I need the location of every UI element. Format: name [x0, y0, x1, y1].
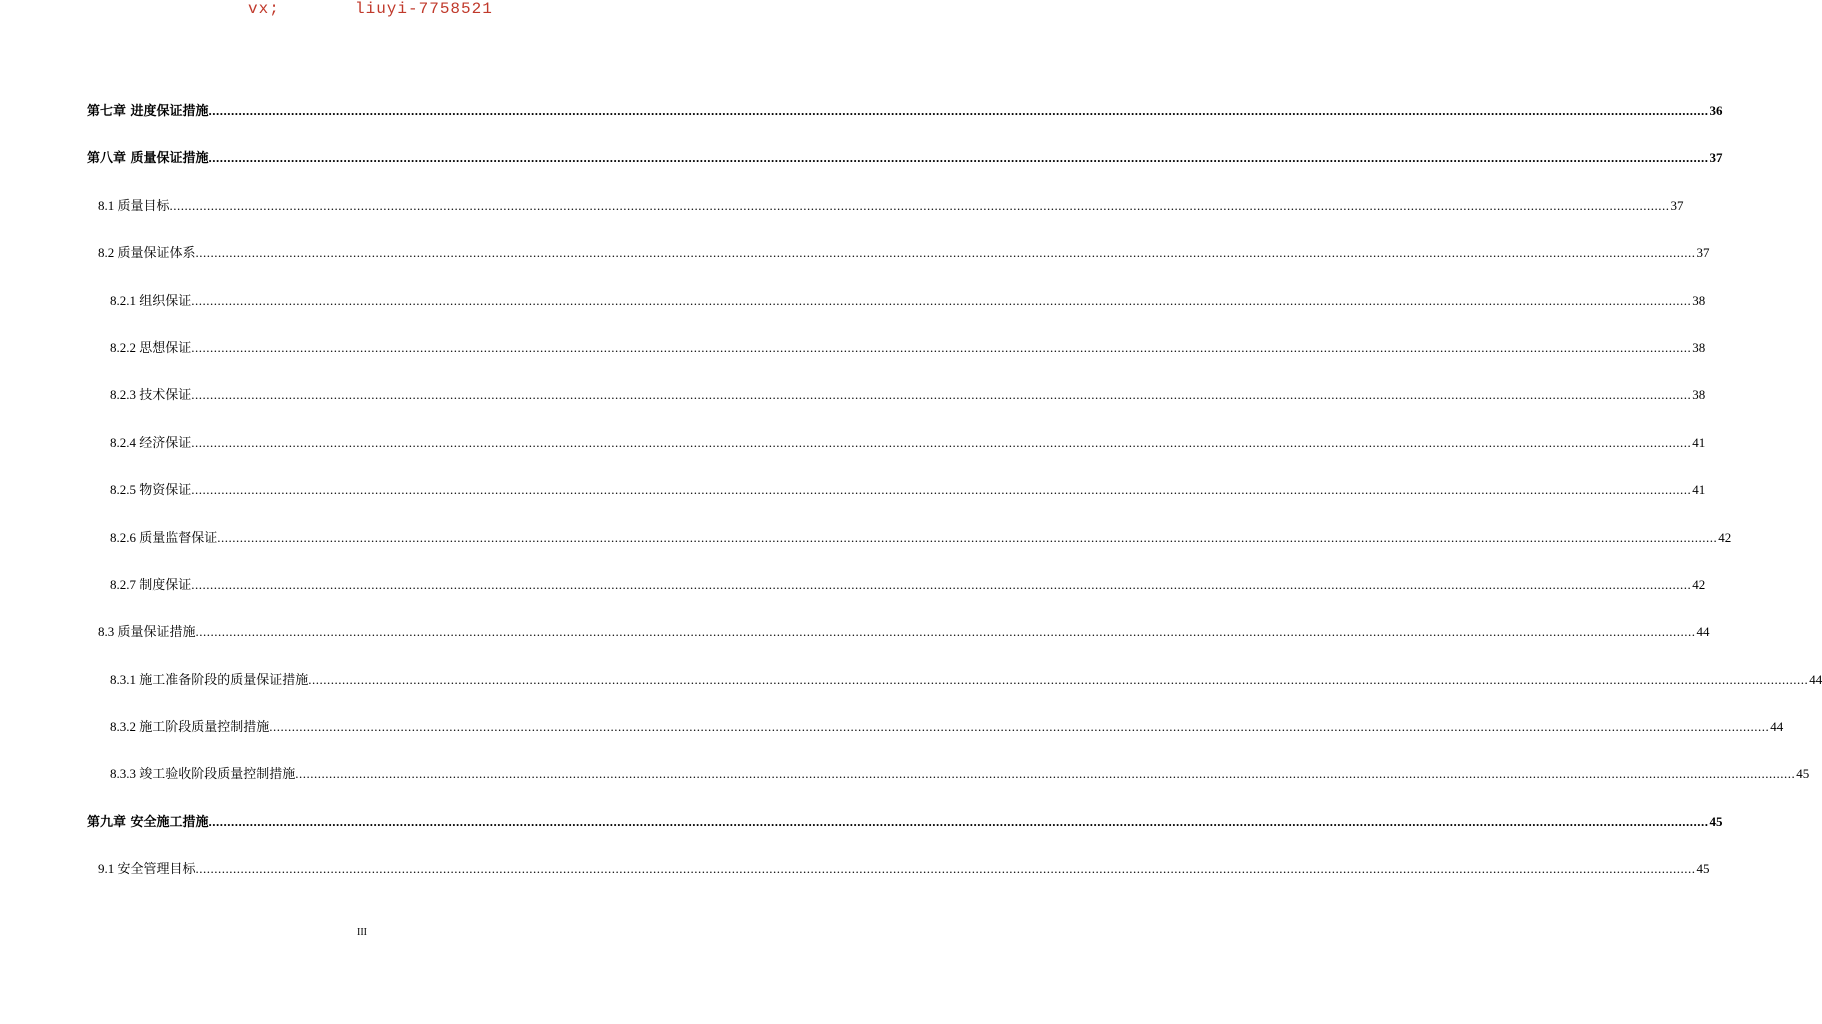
toc-entry-page: 42	[1692, 576, 1706, 592]
toc-entry[interactable]	[87, 809, 1723, 856]
toc-entry-title: 8.3.2 施工阶段质量控制措施	[110, 719, 270, 735]
toc-entry-title: 8.2.2 思想保证	[110, 339, 192, 355]
toc-entry-page: 44	[1770, 719, 1784, 735]
watermark-contact-id: liuyi-7758521	[355, 0, 493, 18]
toc-entry[interactable]	[87, 193, 1684, 240]
toc-entry-title: 第八章 质量保证措施	[87, 151, 209, 167]
toc-entry[interactable]	[87, 430, 1706, 477]
toc-leader-dots: ................................................................................................................................................................................................................................................................................................................................................................................................................	[191, 339, 1692, 355]
toc-entry-title: 8.2.7 制度保证	[110, 576, 192, 592]
toc-entry-page: 44	[1696, 624, 1710, 640]
toc-entry-title: 8.2.1 组织保证	[110, 292, 192, 308]
toc-entry-page: 38	[1692, 292, 1706, 308]
toc-entry[interactable]	[87, 288, 1706, 335]
toc-leader-dots: ................................................................................................................................................................................................................................................................................................................................................................................................................	[195, 624, 1696, 640]
toc-entry-page: 41	[1692, 434, 1706, 450]
toc-entry[interactable]	[87, 572, 1706, 619]
watermark-contact-label: vx;	[248, 0, 280, 18]
toc-entry-title: 8.2 质量保证体系	[98, 245, 196, 261]
toc-leader-dots: ................................................................................................................................................................................................................................................................................................................................................................................................................	[195, 861, 1696, 877]
toc-entry[interactable]	[87, 145, 1723, 192]
toc-entry[interactable]	[87, 619, 1710, 666]
toc-entry[interactable]	[87, 856, 1710, 903]
toc-leader-dots: ................................................................................................................................................................................................................................................................................................................................................................................................................	[208, 813, 1709, 829]
toc-entry[interactable]	[87, 714, 1784, 761]
toc-entry[interactable]	[87, 240, 1710, 287]
toc-entry-title: 8.3.3 竣工验收阶段质量控制措施	[110, 766, 296, 782]
toc-entry[interactable]	[87, 382, 1706, 429]
toc-leader-dots: ................................................................................................................................................................................................................................................................................................................................................................................................................	[191, 387, 1692, 403]
toc-leader-dots: ................................................................................................................................................................................................................................................................................................................................................................................................................	[217, 529, 1718, 545]
toc-entry-page: 45	[1709, 813, 1723, 829]
toc-leader-dots: ................................................................................................................................................................................................................................................................................................................................................................................................................	[169, 197, 1670, 213]
toc-leader-dots: ................................................................................................................................................................................................................................................................................................................................................................................................................	[191, 482, 1692, 498]
toc-entry-page: 42	[1718, 529, 1732, 545]
toc-leader-dots: ................................................................................................................................................................................................................................................................................................................................................................................................................	[308, 671, 1809, 687]
toc-entry[interactable]	[87, 335, 1706, 382]
toc-entry[interactable]	[87, 477, 1706, 524]
toc-leader-dots: ................................................................................................................................................................................................................................................................................................................................................................................................................	[208, 150, 1709, 166]
toc-entry-title: 8.2.6 质量监督保证	[110, 529, 218, 545]
toc-entry-page: 45	[1696, 861, 1710, 877]
toc-entry[interactable]	[87, 667, 1822, 714]
toc-entry-page: 45	[1796, 766, 1810, 782]
toc-leader-dots: ................................................................................................................................................................................................................................................................................................................................................................................................................	[195, 245, 1696, 261]
toc-entry-title: 8.2.3 技术保证	[110, 387, 192, 403]
toc-entry-title: 第七章 进度保证措施	[87, 104, 209, 119]
table-of-contents	[87, 98, 1822, 904]
page-number: III	[357, 927, 367, 938]
toc-entry-title: 9.1 安全管理目标	[98, 861, 196, 877]
toc-entry-title: 8.1 质量目标	[98, 197, 170, 213]
toc-entry-page: 37	[1709, 150, 1723, 166]
toc-entry-title: 8.3.1 施工准备阶段的质量保证措施	[110, 671, 309, 687]
toc-entry-title: 8.2.5 物资保证	[110, 482, 192, 498]
toc-entry[interactable]	[87, 761, 1810, 808]
toc-entry-page: 36	[1709, 103, 1723, 118]
toc-entry-title: 8.2.4 经济保证	[110, 434, 192, 450]
toc-entry-page: 38	[1692, 387, 1706, 403]
toc-entry-page: 44	[1809, 671, 1822, 687]
toc-entry-page: 37	[1670, 197, 1684, 213]
watermark	[0, 0, 724, 20]
toc-leader-dots: ................................................................................................................................................................................................................................................................................................................................................................................................................	[269, 719, 1770, 735]
toc-entry-page: 37	[1696, 245, 1710, 261]
toc-leader-dots: ................................................................................................................................................................................................................................................................................................................................................................................................................	[191, 434, 1692, 450]
toc-leader-dots: ................................................................................................................................................................................................................................................................................................................................................................................................................	[191, 292, 1692, 308]
toc-entry[interactable]	[87, 525, 1732, 572]
toc-leader-dots: ................................................................................................................................................................................................................................................................................................................................................................................................................	[208, 103, 1709, 118]
toc-entry[interactable]	[87, 98, 1723, 145]
toc-entry-title: 第九章 安全施工措施	[87, 814, 209, 830]
toc-leader-dots: ................................................................................................................................................................................................................................................................................................................................................................................................................	[191, 576, 1692, 592]
toc-entry-title: 8.3 质量保证措施	[98, 624, 196, 640]
toc-entry-page: 38	[1692, 339, 1706, 355]
toc-entry-page: 41	[1692, 482, 1706, 498]
toc-leader-dots: ................................................................................................................................................................................................................................................................................................................................................................................................................	[295, 766, 1796, 782]
